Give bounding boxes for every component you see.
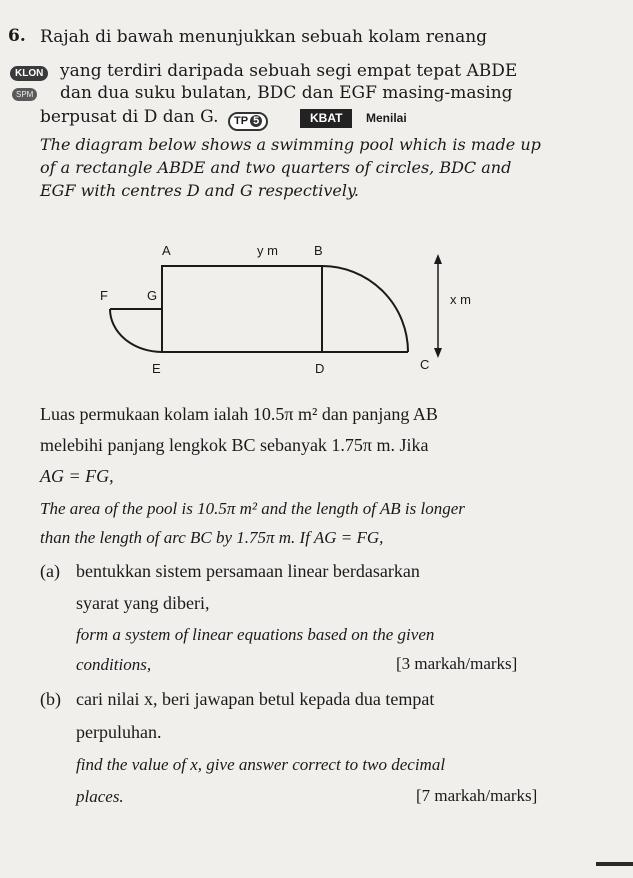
menilai-label: Menilai xyxy=(366,111,407,125)
tp-badge: TP 5 xyxy=(228,109,268,131)
x-arrow-bottom-icon xyxy=(434,348,442,358)
question-number: 6. xyxy=(8,26,26,46)
conditions-english-line-1: The area of the pool is 10.5π m² and the length of AB is longer xyxy=(40,499,465,518)
label-C: C xyxy=(420,357,430,372)
label-B: B xyxy=(314,243,323,258)
label-G: G xyxy=(147,288,158,303)
part-a-english-line-1: form a system of linear equations based on the given xyxy=(76,625,435,644)
conditions-english-line-2: than the length of arc BC by 1.75π m. If AG = FG, xyxy=(40,528,384,547)
part-b-malay-line-2: perpuluhan. xyxy=(76,722,162,742)
x-arrow-top-icon xyxy=(434,254,442,264)
part-a-malay-line-2: syarat yang diberi, xyxy=(76,593,210,613)
label-E: E xyxy=(152,361,161,376)
part-a-marks: [3 markah/marks] xyxy=(396,654,518,673)
arc-FE xyxy=(110,309,162,352)
label-D: D xyxy=(315,361,325,376)
page-edge-mark xyxy=(596,862,633,866)
part-b-label: (b) xyxy=(40,689,61,709)
question-malay-line-4: berpusat di D dan G. xyxy=(40,107,219,127)
part-a-label: (a) xyxy=(40,561,60,581)
klon-badge: KLON xyxy=(10,66,48,81)
conditions-malay-line-2: melebihi panjang lengkok BC sebanyak 1.75π m. Jika xyxy=(40,435,429,455)
label-A: A xyxy=(162,243,171,258)
part-b-marks: [7 markah/marks] xyxy=(416,786,538,805)
conditions-malay-line-1: Luas permukaan kolam ialah 10.5π m² dan panjang AB xyxy=(40,404,438,424)
label-F: F xyxy=(100,288,108,303)
question-english-line-3: EGF with centres D and G respectively. xyxy=(40,181,359,200)
label-side-dimension: x m xyxy=(450,292,471,307)
question-malay-line-2: yang terdiri daripada sebuah segi empat tepat ABDE xyxy=(60,61,518,81)
question-english-line-2: of a rectangle ABDE and two quarters of circles, BDC and xyxy=(40,158,512,177)
part-a-english-line-2: conditions, xyxy=(76,655,152,674)
part-b-malay-line-1: cari nilai x, beri jawapan betul kepada dua tempat xyxy=(76,689,435,709)
question-english-line-1: The diagram below shows a swimming pool which is made up xyxy=(40,135,541,154)
part-b-english-line-1: find the value of x, give answer correct to two decimal xyxy=(76,755,446,774)
arc-BC xyxy=(322,266,408,352)
kbat-badge: KBAT xyxy=(300,109,352,128)
question-malay-line-3: dan dua suku bulatan, BDC dan EGF masing-masing xyxy=(60,83,513,103)
part-b-english-line-2: places. xyxy=(76,787,124,806)
label-top-dimension: y m xyxy=(257,243,278,258)
spm-badge: SPM xyxy=(12,88,37,101)
conditions-malay-line-3: AG = FG, xyxy=(40,466,114,486)
question-malay-line-1: Rajah di bawah menunjukkan sebuah kolam renang xyxy=(40,27,488,47)
rectangle-ABDE xyxy=(162,266,322,352)
part-a-malay-line-1: bentukkan sistem persamaan linear berdasarkan xyxy=(76,561,420,581)
